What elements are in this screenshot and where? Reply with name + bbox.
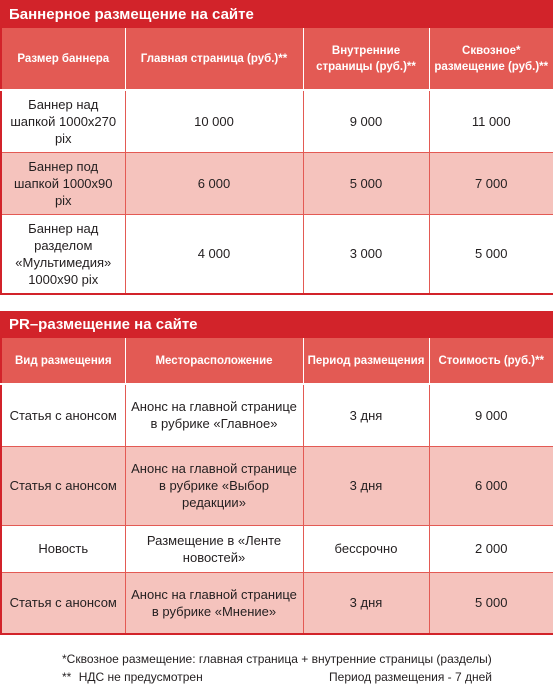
price-cell: 9 000 [303,90,429,152]
pr-section-title-text: PR–размещение на сайте [9,316,198,333]
table-row [1,152,553,214]
table-row [1,384,553,446]
banner-price-table [0,28,553,295]
price-cell: 6 000 [429,446,553,525]
placement-type-cell: Новость [1,525,125,572]
header-banner-size: Размер баннера [1,28,125,90]
period-cell: 3 дня [303,384,429,446]
period-cell: 3 дня [303,446,429,525]
location-cell: Анонс на главной странице в рубрике «Выбор редакции» [125,446,303,525]
placement-type-cell: Статья с анонсом [1,446,125,525]
header-period: Период размещения [303,338,429,384]
price-cell: 2 000 [429,525,553,572]
footnote-through-placement [62,652,492,666]
price-cell: 4 000 [125,214,303,294]
footnote-text: *Сквозное размещение: главная страница + внутренние страницы (разделы) [62,652,492,666]
price-cell: 11 000 [429,90,553,152]
period-cell: бессрочно [303,525,429,572]
table-row [1,446,553,525]
placement-type-cell: Статья с анонсом [1,572,125,634]
pr-price-table [0,338,553,635]
banner-size-cell: Баннер над разделом «Мультимедия» 1000х90 pix [1,214,125,294]
footnote-text: НДС не предусмотрен [78,670,203,684]
header-main-page: Главная страница (руб.)** [125,28,303,90]
footnote-vat [62,670,492,684]
location-cell: Анонс на главной странице в рубрике «Главное» [125,384,303,446]
period-cell: 3 дня [303,572,429,634]
price-cell: 3 000 [303,214,429,294]
footnote-mark: ** [62,670,72,684]
table-row [1,214,553,294]
table-row [1,90,553,152]
header-placement-type: Вид размещения [1,338,125,384]
price-cell: 6 000 [125,152,303,214]
header-inner-pages: Внутренние страницы (руб.)** [303,28,429,90]
price-cell: 9 000 [429,384,553,446]
banner-size-cell: Баннер над шапкой 1000х270 pix [1,90,125,152]
table-row [1,572,553,634]
price-cell: 7 000 [429,152,553,214]
table-header-row [1,338,553,384]
banner-section-title-text: Баннерное размещение на сайте [9,5,254,23]
header-through-placement: Сквозное* размещение (руб.)** [429,28,553,90]
price-cell: 5 000 [429,572,553,634]
placement-type-cell: Статья с анонсом [1,384,125,446]
table-header-row [1,28,553,90]
price-cell: 5 000 [303,152,429,214]
footnote-period: Период размещения - 7 дней [329,670,492,684]
banner-section-title [0,0,553,28]
header-location: Месторасположение [125,338,303,384]
table-row [1,525,553,572]
location-cell: Анонс на главной странице в рубрике «Мнение» [125,572,303,634]
price-cell: 5 000 [429,214,553,294]
price-cell: 10 000 [125,90,303,152]
header-cost: Стоимость (руб.)** [429,338,553,384]
banner-size-cell: Баннер под шапкой 1000х90 pix [1,152,125,214]
location-cell: Размещение в «Ленте новостей» [125,525,303,572]
pr-section-title [0,311,553,338]
